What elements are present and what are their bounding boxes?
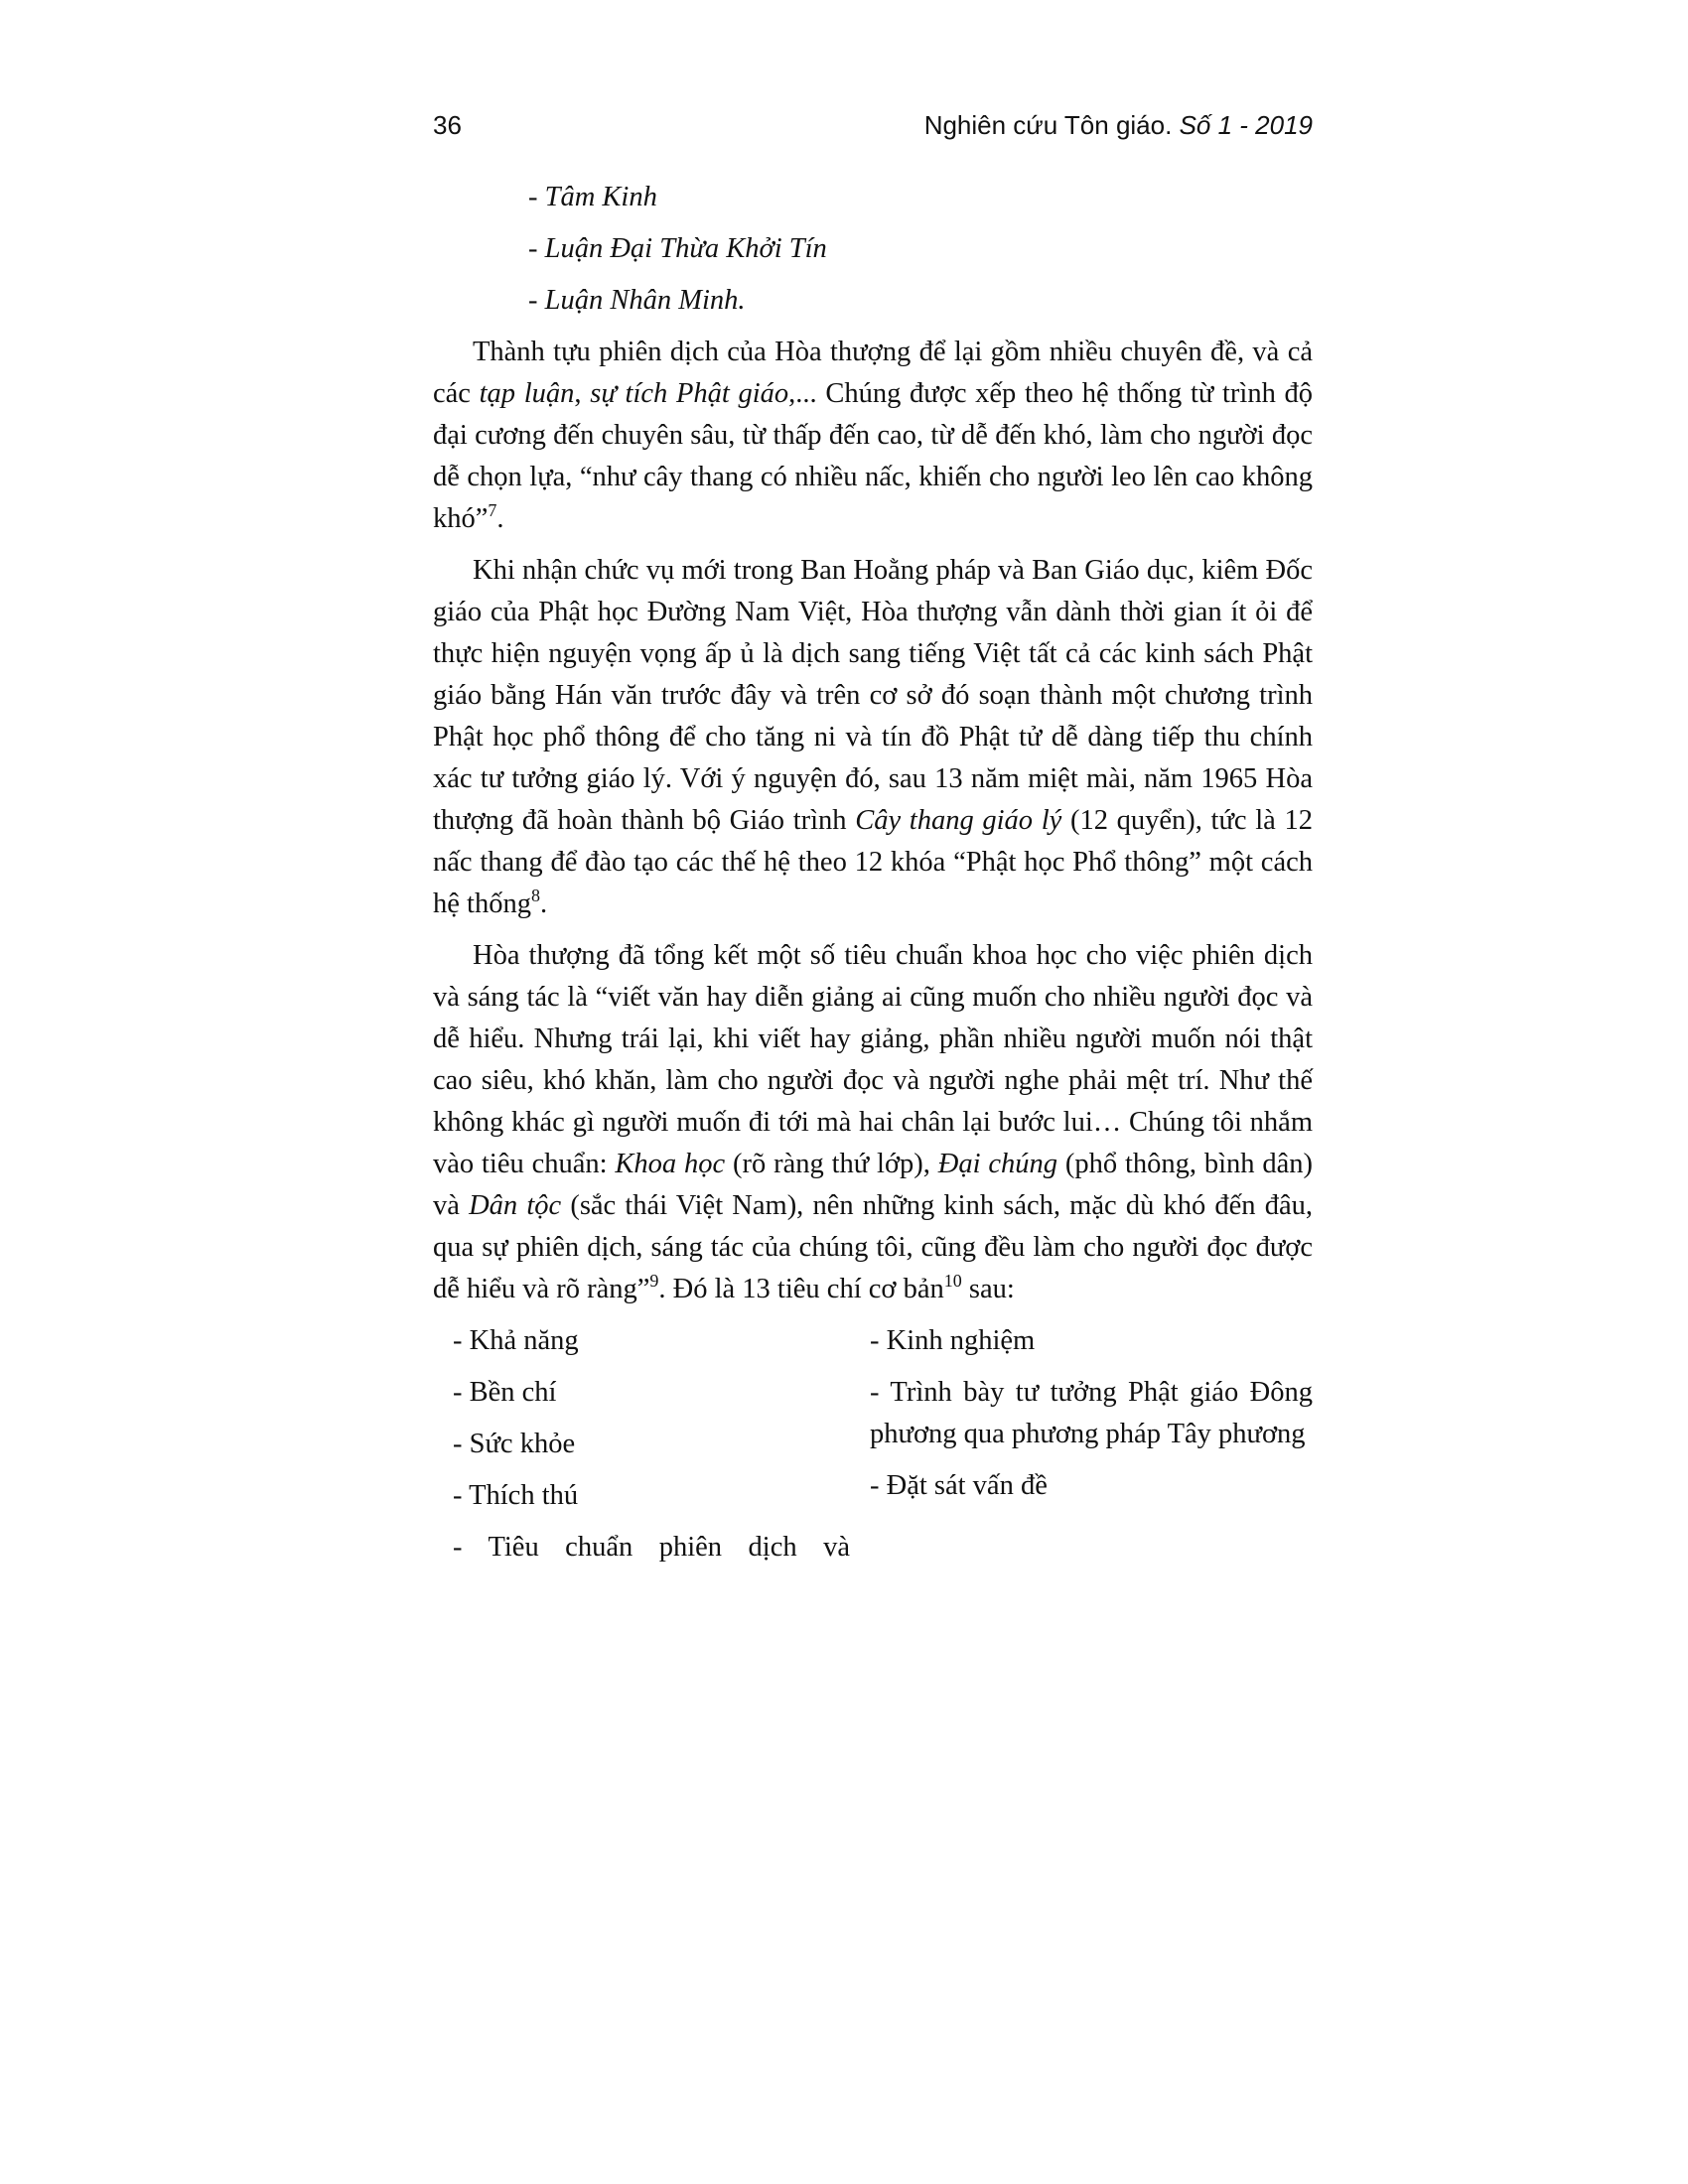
- paragraph-text: (sắc thái Việt Nam), nên những kinh sách, mặc dù khó đến đâu, qua sự phiên dịch, sáng tác của chúng tôi, cũng đều làm cho người đọc được dễ hiểu và rõ ràng”: [433, 1190, 1313, 1304]
- criterion-item: - Kinh nghiệm: [870, 1325, 1036, 1356]
- paragraph-emphasis: Dân tộc: [469, 1190, 562, 1221]
- criterion-item: - Bền chí: [453, 1377, 557, 1408]
- criterion-item: - Sức khỏe: [453, 1429, 576, 1459]
- work-list-item: - Luận Nhân Minh.: [528, 285, 746, 316]
- page-header: [433, 105, 1313, 145]
- paragraph-text: (12 quyển), tức là 12 nấc thang để đào tạo các thế hệ theo 12 khóa “Phật học Phổ thông” một cách hệ thống: [433, 805, 1313, 919]
- paragraph-text: ,: [574, 378, 591, 409]
- criterion-item: - Khả năng: [453, 1325, 579, 1356]
- paragraph-text: .: [539, 888, 548, 919]
- paragraph-text: (phổ thông, bình dân) và: [433, 1149, 1314, 1221]
- journal-issue: Số 1 - 2019: [1179, 110, 1313, 140]
- criteria-left-column: [453, 1320, 850, 1578]
- paragraph-emphasis: tạp luận: [479, 378, 575, 409]
- paragraph-emphasis: sự tích Phật giáo: [590, 378, 789, 409]
- paragraph-text: (rõ ràng thứ lớp),: [725, 1149, 938, 1179]
- criterion-item: - Trình bày tư tưởng Phật giáo Đông phương qua phương pháp Tây phương: [870, 1377, 1313, 1449]
- paragraph-emphasis: Khoa học: [615, 1149, 726, 1179]
- footnote-ref: 8: [530, 886, 540, 905]
- paragraph-text: Thành tựu phiên dịch của Hòa thượng để lại gồm nhiều chuyên đề, và cả các: [433, 337, 1313, 409]
- criteria-right-column: [870, 1320, 1313, 1517]
- article-body: [433, 177, 1314, 1563]
- work-list-item: - Luận Đại Thừa Khởi Tín: [528, 233, 827, 264]
- footnote-ref: 10: [943, 1271, 962, 1291]
- paragraph-curriculum: [433, 550, 1313, 925]
- journal-name: Nghiên cứu Tôn giáo.: [923, 110, 1173, 140]
- criteria-columns: [433, 1320, 1313, 1563]
- paragraph-emphasis: Đại chúng: [937, 1149, 1058, 1179]
- paragraph-text: sau:: [961, 1274, 1015, 1304]
- paragraph-translation-achievements: [433, 332, 1313, 540]
- paragraph-text: ,... Chúng được xếp theo hệ thống từ trình độ đại cương đến chuyên sâu, từ thấp đến cao, từ dễ đến khó, làm cho người đọc dễ chọn lựa, “như cây thang có nhiều nấc, khiến cho người leo lên cao không khó”: [433, 378, 1314, 534]
- criterion-item: - Thích thú: [453, 1480, 579, 1511]
- paragraph-text: . Đó là 13 tiêu chí cơ bản: [658, 1274, 944, 1304]
- criterion-item: - Tiêu chuẩn phiên dịch và: [453, 1532, 850, 1563]
- journal-title: [924, 105, 1313, 145]
- work-list-item: - Tâm Kinh: [528, 182, 657, 212]
- paragraph-text: Hòa thượng đã tổng kết một số tiêu chuẩn khoa học cho việc phiên dịch và sáng tác là “viết văn hay diễn giảng ai cũng muốn cho nhiều người đọc và dễ hiểu. Nhưng trái lại, khi viết hay giảng, phần nhiều người muốn nói thật cao siêu, khó khăn, làm cho người đọc và người nghe phải mệt trí. Như thế không khác gì người muốn đi tới mà hai chân lại bước lui… Chúng tôi nhắm vào tiêu chuẩn:: [433, 940, 1313, 1179]
- criterion-item: - Đặt sát vấn đề: [870, 1470, 1048, 1501]
- paragraph-criteria: [433, 935, 1313, 1310]
- footnote-ref: 9: [649, 1271, 659, 1291]
- page-number: 36: [433, 110, 462, 140]
- paragraph-text: Khi nhận chức vụ mới trong Ban Hoằng pháp và Ban Giáo dục, kiêm Đốc giáo của Phật học Đường Nam Việt, Hòa thượng vẫn dành thời gian ít ỏi để thực hiện nguyện vọng ấp ủ là dịch sang tiếng Việt tất cả các kinh sách Phật giáo bằng Hán văn trước đây và trên cơ sở đó soạn thành một chương trình Phật học phổ thông để cho tăng ni và tín đồ Phật tử dễ dàng tiếp thu chính xác tư tưởng giáo lý. Với ý nguyện đó, sau 13 năm miệt mài, năm 1965 Hòa thượng đã hoàn thành bộ Giáo trình: [433, 555, 1313, 836]
- paragraph-emphasis: Cây thang giáo lý: [855, 805, 1062, 836]
- footnote-ref: 7: [488, 500, 497, 520]
- paragraph-text: .: [496, 503, 504, 534]
